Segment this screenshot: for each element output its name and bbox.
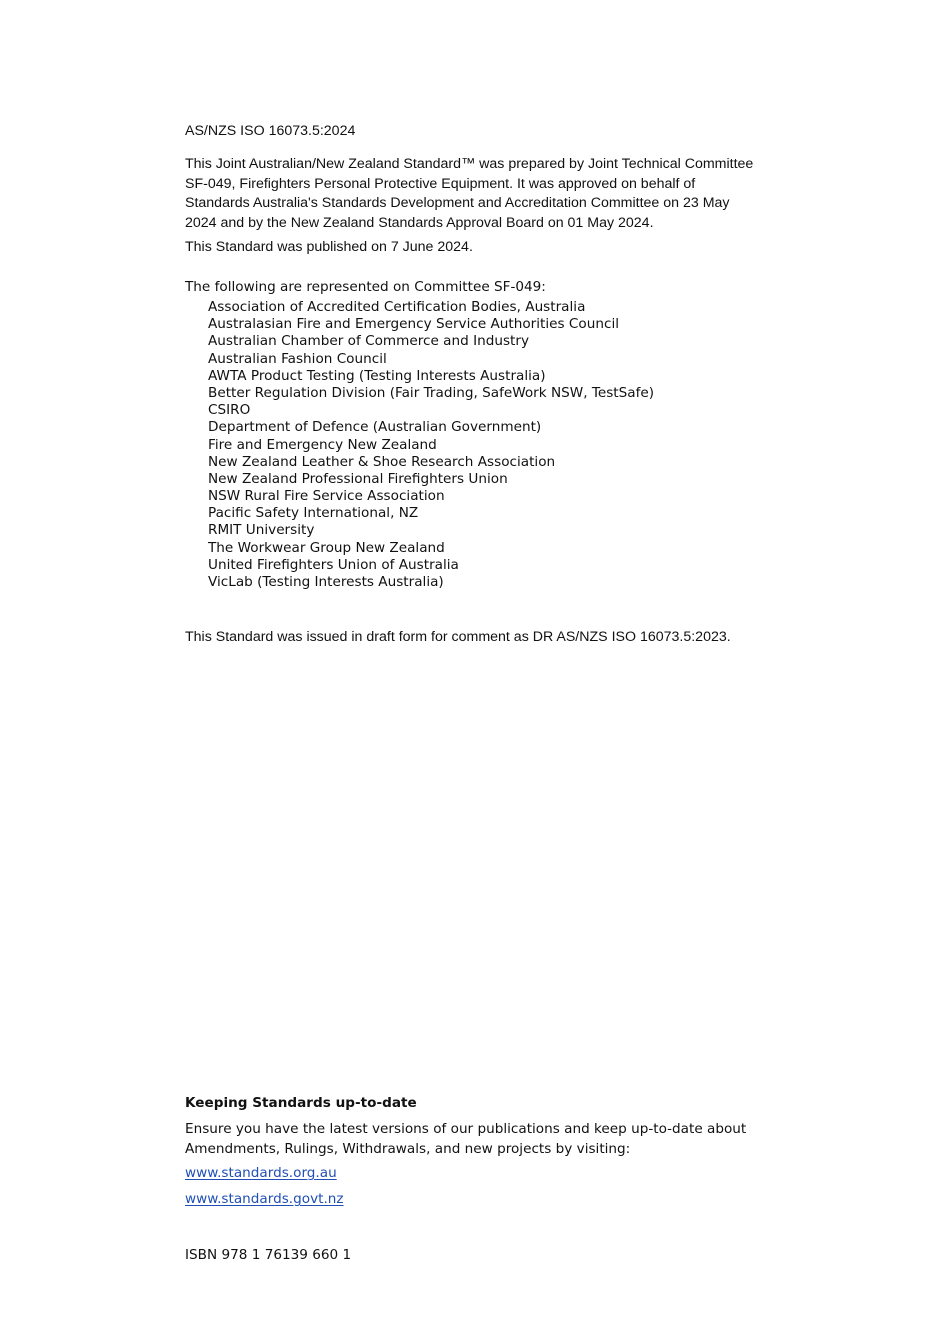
committee-member: Australian Chamber of Commerce and Industry [208,333,529,350]
committee-member: NSW Rural Fire Service Association [208,488,445,505]
committee-member: RMIT University [208,522,315,539]
document-id: AS/NZS ISO 16073.5:2024 [185,123,356,139]
preparation-line: SF-049, Firefighters Personal Protective Equipment. It was approved on behalf of [185,175,696,192]
committee-member: CSIRO [208,402,251,419]
committee-member: The Workwear Group New Zealand [208,539,445,556]
keeping-up-to-date-body [185,1119,746,1159]
preparation-paragraph [185,155,753,233]
committee-member: VicLab (Testing Interests Australia) [208,574,444,590]
committee-member: United Firefighters Union of Australia [208,556,459,573]
committee-member: Fire and Emergency New Zealand [208,436,437,453]
standards-new-zealand-link[interactable]: www.standards.govt.nz [185,1191,344,1207]
standards-australia-link[interactable]: www.standards.org.au [185,1165,337,1181]
published-date: This Standard was published on 7 June 2024. [185,239,473,255]
draft-note: This Standard was issued in draft form for comment as DR AS/NZS ISO 16073.5:2023. [185,629,731,645]
committee-member: New Zealand Leather & Shoe Research Association [208,453,556,470]
committee-member: Department of Defence (Australian Government) [208,419,542,436]
committee-list [208,299,654,591]
committee-member: Pacific Safety International, NZ [208,505,419,522]
isbn: ISBN 978 1 76139 660 1 [185,1247,352,1263]
committee-member: New Zealand Professional Firefighters Union [208,470,508,487]
committee-member: Association of Accredited Certification Bodies, Australia [208,299,586,315]
committee-member: Australian Fashion Council [208,350,387,367]
body-line: Amendments, Rulings, Withdrawals, and new projects by visiting: [185,1141,631,1157]
committee-intro: The following are represented on Committee SF-049: [185,279,546,295]
committee-member: AWTA Product Testing (Testing Interests Australia) [208,367,546,384]
committee-member: Better Regulation Division (Fair Trading, SafeWork NSW, TestSafe) [208,384,655,401]
keeping-up-to-date-heading: Keeping Standards up-to-date [185,1095,417,1111]
committee-member: Australasian Fire and Emergency Service Authorities Council [208,316,619,333]
body-line: Ensure you have the latest versions of our publications and keep up-to-date about [185,1121,747,1137]
preparation-line: 2024 and by the New Zealand Standards Approval Board on 01 May 2024. [185,214,654,231]
preparation-line: This Joint Australian/New Zealand Standard™ was prepared by Joint Technical Committee [185,156,754,172]
preparation-line: Standards Australia's Standards Development and Accreditation Committee on 23 May [185,195,730,211]
